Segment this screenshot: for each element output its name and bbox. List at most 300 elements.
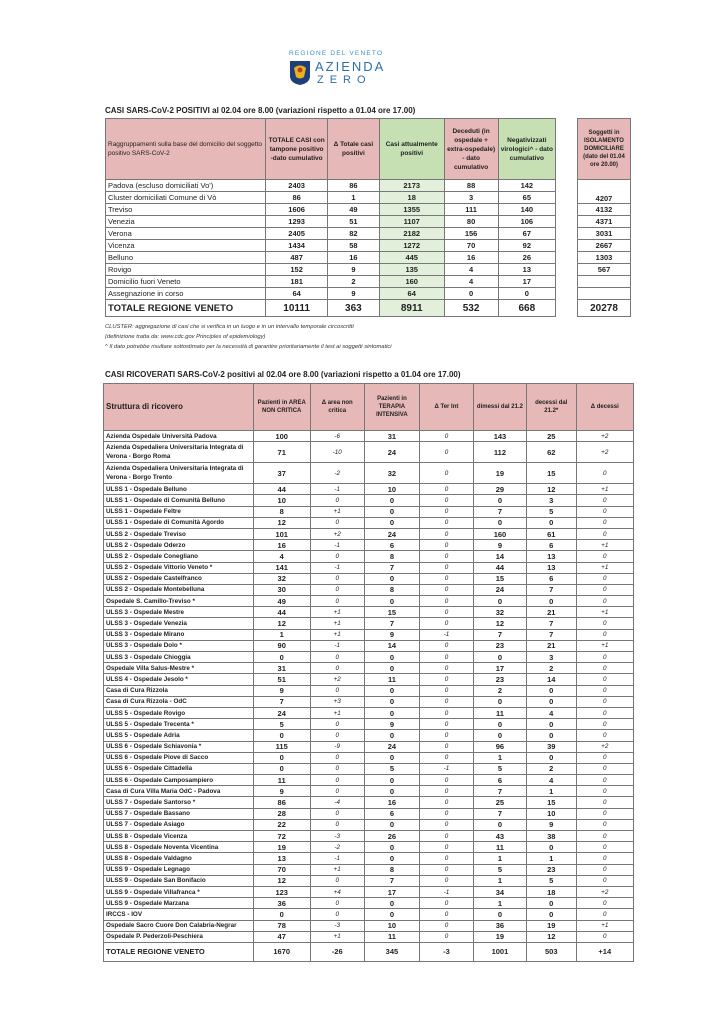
table-cell: 16 (364, 797, 419, 808)
table-cell: 0 (576, 596, 633, 607)
table-cell: 2 (327, 276, 379, 288)
table-cell: 0 (364, 819, 419, 830)
table-cell: 0 (420, 898, 474, 909)
table-cell: 156 (444, 228, 498, 240)
isolation-cell: 1303 (578, 252, 631, 264)
logo-line2: ZERO (317, 74, 372, 86)
table-cell: 112 (473, 442, 526, 463)
table-cell: 26 (364, 831, 419, 842)
table-cell: 7 (473, 786, 526, 797)
isolation-row (578, 288, 631, 300)
table-cell: 0 (420, 640, 474, 651)
table-cell: -9 (310, 741, 364, 752)
table-cell: 11 (473, 707, 526, 718)
table-cell: 0 (576, 763, 633, 774)
table-cell: 19 (473, 463, 526, 484)
table-cell: 7 (253, 696, 310, 707)
table-row (106, 240, 556, 252)
isolation-row (578, 228, 631, 240)
table-row (104, 562, 634, 573)
table-cell: 0 (576, 875, 633, 886)
row-label: ULSS 2 - Ospedale Vittorio Veneto * (104, 562, 254, 573)
total-cell: 363 (327, 300, 379, 317)
table-cell: 9 (526, 819, 576, 830)
table-cell: -3 (310, 831, 364, 842)
table-cell: 44 (473, 562, 526, 573)
table-cell: 0 (576, 719, 633, 730)
isolation-row (578, 240, 631, 252)
table-cell: 4 (444, 264, 498, 276)
footnote-source: (definizione tratta da: www.cdc.gov Principles of epidemiology) (105, 334, 266, 340)
table-cell: -2 (310, 842, 364, 853)
table-cell: 0 (526, 898, 576, 909)
table-cell: 14 (526, 674, 576, 685)
table-cell: 5 (473, 864, 526, 875)
table-cell: 0 (526, 517, 576, 528)
table-row (104, 920, 634, 931)
table-cell: 445 (379, 252, 444, 264)
table-cell: 0 (526, 842, 576, 853)
table-cell: +2 (310, 674, 364, 685)
table-cell: 0 (364, 842, 419, 853)
table-cell: +2 (576, 431, 633, 442)
table-cell: 6 (526, 540, 576, 551)
table-cell: +1 (576, 607, 633, 618)
table-cell: 0 (420, 831, 474, 842)
table-cell: 2403 (266, 180, 327, 192)
row-label: ULSS 3 - Ospedale Venezia (104, 618, 254, 629)
table-cell: 0 (364, 495, 419, 506)
table-row (104, 775, 634, 786)
table-cell: 0 (526, 596, 576, 607)
table-cell: 0 (310, 898, 364, 909)
isolation-header-row (578, 119, 631, 180)
table-cell: +1 (310, 707, 364, 718)
table-cell: 15 (473, 573, 526, 584)
table-row (104, 540, 634, 551)
azienda-zero-logo (285, 50, 385, 102)
table-row (104, 707, 634, 718)
table-cell: 0 (576, 831, 633, 842)
table-cell: +1 (310, 931, 364, 942)
table-cell: 100 (253, 431, 310, 442)
table-cell: 0 (576, 853, 633, 864)
table-cell: 140 (498, 204, 555, 216)
table-cell: 4 (444, 276, 498, 288)
table-cell: 0 (576, 730, 633, 741)
table-cell: 8 (364, 864, 419, 875)
row-label: ULSS 1 - Ospedale di Comunità Belluno (104, 495, 254, 506)
table-cell: 23 (526, 864, 576, 875)
table-cell: 0 (576, 898, 633, 909)
row-label: Casa di Cura Villa Maria OdC - Padova (104, 786, 254, 797)
table-cell: 0 (364, 707, 419, 718)
isolation-row (578, 204, 631, 216)
table-cell: 47 (253, 931, 310, 942)
table-cell: 0 (253, 752, 310, 763)
table-cell: 0 (310, 663, 364, 674)
table-cell: 12 (526, 931, 576, 942)
table-cell: 0 (420, 562, 474, 573)
table-row (104, 730, 634, 741)
table-cell: 13 (526, 562, 576, 573)
table-cell: 16 (253, 540, 310, 551)
table-cell: 0 (576, 707, 633, 718)
table-cell: +1 (576, 540, 633, 551)
table-cell: 16 (444, 252, 498, 264)
isolation-cell (578, 276, 631, 288)
table-cell: 1434 (266, 240, 327, 252)
table-cell: 3 (526, 495, 576, 506)
row-label: Casa di Cura Rizzola (104, 685, 254, 696)
table-row (104, 864, 634, 875)
table-cell: 0 (444, 288, 498, 300)
table-cell: 1 (526, 853, 576, 864)
table-cell: 0 (420, 931, 474, 942)
total-cell: +14 (576, 942, 633, 961)
table-cell: 111 (444, 204, 498, 216)
table-cell: 5 (253, 719, 310, 730)
table-cell: -1 (310, 484, 364, 495)
table-cell: 8 (364, 551, 419, 562)
table-cell: 6 (364, 540, 419, 551)
row-label: ULSS 7 - Ospedale Bassano (104, 808, 254, 819)
table-cell: 7 (364, 618, 419, 629)
table-cell: 14 (473, 551, 526, 562)
table-cell: 4 (253, 551, 310, 562)
column-header: Δ decessi (576, 384, 633, 431)
table-cell: 10 (364, 484, 419, 495)
table-cell: 7 (473, 506, 526, 517)
table-cell: 0 (420, 730, 474, 741)
table-cell: 5 (364, 763, 419, 774)
table-cell: 0 (420, 652, 474, 663)
row-label: Ospedale S. Camillo-Treviso * (104, 596, 254, 607)
table-cell: 12 (253, 517, 310, 528)
table-cell: 7 (473, 808, 526, 819)
table-cell: +2 (576, 886, 633, 897)
column-header: Pazienti in AREA NON CRITICA (253, 384, 310, 431)
table-row (104, 442, 634, 463)
column-header: dimessi dal 21.2 (473, 384, 526, 431)
table-cell: 67 (498, 228, 555, 240)
column-header: Negativizzati virologici^ - dato cumulativo (498, 119, 555, 180)
table-cell: 10 (526, 808, 576, 819)
total-row (106, 300, 556, 317)
table-cell: 19 (473, 931, 526, 942)
table-cell: 11 (364, 931, 419, 942)
row-label: ULSS 6 - Ospedale Schiavonia * (104, 741, 254, 752)
table-cell: 0 (420, 808, 474, 819)
column-header: Casi attualmente positivi (379, 119, 444, 180)
table-cell: 0 (420, 842, 474, 853)
table-cell: 0 (576, 842, 633, 853)
row-label: Cluster domiciliati Comune di Vò (106, 192, 266, 204)
table-cell: 7 (364, 875, 419, 886)
table-cell: 0 (473, 652, 526, 663)
table-cell: 0 (576, 584, 633, 595)
table-cell: 0 (473, 596, 526, 607)
table-cell: 26 (498, 252, 555, 264)
table-cell: -1 (310, 562, 364, 573)
table-cell: 14 (364, 640, 419, 651)
table-row (106, 228, 556, 240)
table-cell: +1 (576, 640, 633, 651)
table-cell: 0 (576, 517, 633, 528)
table-cell: 15 (364, 607, 419, 618)
table-cell: 38 (526, 831, 576, 842)
table-cell: 0 (576, 674, 633, 685)
footnotes (105, 322, 392, 352)
table-cell: 0 (576, 808, 633, 819)
table-cell: 0 (420, 674, 474, 685)
table-cell: +1 (310, 506, 364, 517)
table-cell: 2 (526, 763, 576, 774)
logo-line1: AZIENDA (315, 59, 386, 74)
isolation-cell: 4132 (578, 204, 631, 216)
table-cell: 37 (253, 463, 310, 484)
table-cell: 0 (253, 652, 310, 663)
table-cell: 12 (473, 618, 526, 629)
table-cell: 0 (310, 573, 364, 584)
positive-cases-table (105, 118, 556, 317)
row-label: ULSS 7 - Ospedale Asiago (104, 819, 254, 830)
table-cell: 0 (420, 741, 474, 752)
table-cell: 0 (420, 551, 474, 562)
hospitalized-cases-title: CASI RICOVERATI SARS-CoV-2 positivi al 02.04 ore 8.00 (variazioni rispetto a 01.04 ore 17.00) (105, 370, 461, 379)
row-label: ULSS 5 - Ospedale Rovigo (104, 707, 254, 718)
table-cell: 0 (420, 442, 474, 463)
table-row (104, 842, 634, 853)
table-cell: 1355 (379, 204, 444, 216)
table-cell: 0 (576, 629, 633, 640)
table-cell: 0 (364, 517, 419, 528)
table-cell: 0 (310, 808, 364, 819)
table-cell: 0 (364, 696, 419, 707)
table-row (104, 674, 634, 685)
table-cell: 90 (253, 640, 310, 651)
table-cell: 72 (253, 831, 310, 842)
table-cell: 86 (266, 192, 327, 204)
table-cell: 19 (526, 920, 576, 931)
table-cell: 17 (498, 276, 555, 288)
table-cell: 24 (364, 741, 419, 752)
column-header: Raggruppamenti sulla base del domicilio del soggetto positivo SARS-CoV-2 (106, 119, 266, 180)
table-cell: 29 (473, 484, 526, 495)
table-row (104, 898, 634, 909)
table-cell: +2 (576, 741, 633, 752)
table-cell: 9 (253, 685, 310, 696)
table-header-row (104, 384, 634, 431)
table-cell: 6 (364, 808, 419, 819)
table-cell: 0 (420, 696, 474, 707)
table-cell: 0 (420, 786, 474, 797)
table-cell: 0 (310, 584, 364, 595)
table-cell: 0 (364, 898, 419, 909)
table-row (104, 819, 634, 830)
table-row (104, 786, 634, 797)
table-cell: 3 (444, 192, 498, 204)
table-cell: -1 (310, 640, 364, 651)
table-row (106, 264, 556, 276)
isolation-cell (578, 288, 631, 300)
row-label: ULSS 3 - Ospedale Mestre (104, 607, 254, 618)
isolation-row (578, 276, 631, 288)
table-cell: 0 (576, 775, 633, 786)
table-cell: 12 (253, 875, 310, 886)
table-cell: 36 (253, 898, 310, 909)
table-cell: 31 (364, 431, 419, 442)
table-cell: 0 (310, 786, 364, 797)
row-label: ULSS 3 - Ospedale Dolo * (104, 640, 254, 651)
table-cell: 12 (526, 484, 576, 495)
table-row (104, 696, 634, 707)
table-cell: 6 (473, 775, 526, 786)
row-label: Azienda Ospedaliera Universitaria Integrata di Verona - Borgo Roma (104, 442, 254, 463)
table-cell: 135 (379, 264, 444, 276)
table-cell: 0 (420, 528, 474, 539)
total-cell: 668 (498, 300, 555, 317)
table-cell: 1606 (266, 204, 327, 216)
table-row (104, 551, 634, 562)
table-cell: 11 (364, 674, 419, 685)
row-label: ULSS 9 - Ospedale Legnago (104, 864, 254, 875)
table-cell: 0 (364, 652, 419, 663)
total-label: TOTALE REGIONE VENETO (106, 300, 266, 317)
table-cell: 15 (526, 797, 576, 808)
table-cell: 0 (420, 431, 474, 442)
table-cell: 18 (526, 886, 576, 897)
table-cell: 8 (253, 506, 310, 517)
table-row (104, 640, 634, 651)
table-row (104, 741, 634, 752)
table-cell: 1 (327, 192, 379, 204)
table-cell: 0 (526, 909, 576, 920)
table-cell: 9 (364, 629, 419, 640)
table-cell: 160 (379, 276, 444, 288)
table-cell: 5 (473, 763, 526, 774)
row-label: ULSS 3 - Ospedale Chioggia (104, 652, 254, 663)
table-row (106, 252, 556, 264)
table-cell: 0 (576, 506, 633, 517)
table-cell: 0 (526, 752, 576, 763)
table-row (104, 596, 634, 607)
table-cell: 0 (310, 652, 364, 663)
row-label: ULSS 9 - Ospedale San Bonifacio (104, 875, 254, 886)
footnote-cluster: CLUSTER: aggregazione di casi che si verifica in un luogo e in un intervallo temporale circoscritti (105, 324, 354, 330)
row-label: Belluno (106, 252, 266, 264)
table-row (104, 752, 634, 763)
table-cell: 0 (420, 618, 474, 629)
table-cell: 4 (526, 775, 576, 786)
table-cell: 0 (576, 909, 633, 920)
table-cell: 28 (253, 808, 310, 819)
table-row (104, 528, 634, 539)
isolation-total-row (578, 300, 631, 317)
column-header: Pazienti in TERAPIA INTENSIVA (364, 384, 419, 431)
table-cell: 0 (420, 797, 474, 808)
row-label: Venezia (106, 216, 266, 228)
table-row (104, 763, 634, 774)
row-label: ULSS 2 - Ospedale Castelfranco (104, 573, 254, 584)
table-cell: 115 (253, 741, 310, 752)
row-label: ULSS 2 - Ospedale Montebelluna (104, 584, 254, 595)
table-cell: 51 (327, 216, 379, 228)
table-cell: -4 (310, 797, 364, 808)
row-label: ULSS 6 - Ospedale Camposampiero (104, 775, 254, 786)
table-cell: 1 (253, 629, 310, 640)
table-cell: +1 (310, 629, 364, 640)
table-cell: 7 (364, 562, 419, 573)
table-cell: 0 (420, 707, 474, 718)
table-cell: 39 (526, 741, 576, 752)
table-cell: 0 (420, 573, 474, 584)
table-cell: 0 (364, 596, 419, 607)
table-cell: 152 (266, 264, 327, 276)
table-cell: 13 (498, 264, 555, 276)
table-row (106, 288, 556, 300)
table-cell: +1 (576, 562, 633, 573)
row-label: Padova (escluso domiciliati Vo') (106, 180, 266, 192)
table-row (104, 886, 634, 897)
table-cell: 141 (253, 562, 310, 573)
row-label: Vicenza (106, 240, 266, 252)
table-cell: -2 (310, 463, 364, 484)
table-cell: 24 (364, 528, 419, 539)
table-cell: 70 (253, 864, 310, 875)
column-header: TOTALE CASI con tampone positivo -dato cumulativo (266, 119, 327, 180)
table-cell: 8 (364, 584, 419, 595)
table-row (104, 685, 634, 696)
table-cell: 0 (420, 775, 474, 786)
table-cell: 0 (420, 506, 474, 517)
table-cell: 0 (310, 685, 364, 696)
table-cell: 0 (364, 775, 419, 786)
table-cell: 17 (364, 886, 419, 897)
table-cell: 0 (576, 797, 633, 808)
table-cell: 0 (420, 463, 474, 484)
table-cell: 3 (526, 652, 576, 663)
table-cell: 0 (473, 719, 526, 730)
table-cell: 0 (526, 719, 576, 730)
table-row (106, 216, 556, 228)
table-cell: 18 (379, 192, 444, 204)
table-header-row (106, 119, 556, 180)
table-cell: 0 (420, 909, 474, 920)
table-cell: 11 (473, 842, 526, 853)
table-cell: 21 (526, 640, 576, 651)
table-row (104, 618, 634, 629)
table-cell: +1 (310, 618, 364, 629)
table-cell: 34 (473, 886, 526, 897)
home-isolation-table (577, 118, 631, 317)
table-cell: 0 (420, 663, 474, 674)
table-cell: 32 (473, 607, 526, 618)
table-cell: 64 (266, 288, 327, 300)
table-row (104, 797, 634, 808)
row-label: ULSS 9 - Ospedale Villafranca * (104, 886, 254, 897)
table-cell: 70 (444, 240, 498, 252)
table-cell: 23 (473, 640, 526, 651)
table-cell: 25 (473, 797, 526, 808)
table-row (104, 719, 634, 730)
table-row (104, 931, 634, 942)
table-row (104, 853, 634, 864)
table-cell: 0 (310, 730, 364, 741)
table-cell: 2405 (266, 228, 327, 240)
positive-cases-title: CASI SARS-CoV-2 POSITIVI al 02.04 ore 8.00 (variazioni rispetto a 01.04 ore 17.00) (105, 106, 416, 115)
table-cell: 32 (253, 573, 310, 584)
